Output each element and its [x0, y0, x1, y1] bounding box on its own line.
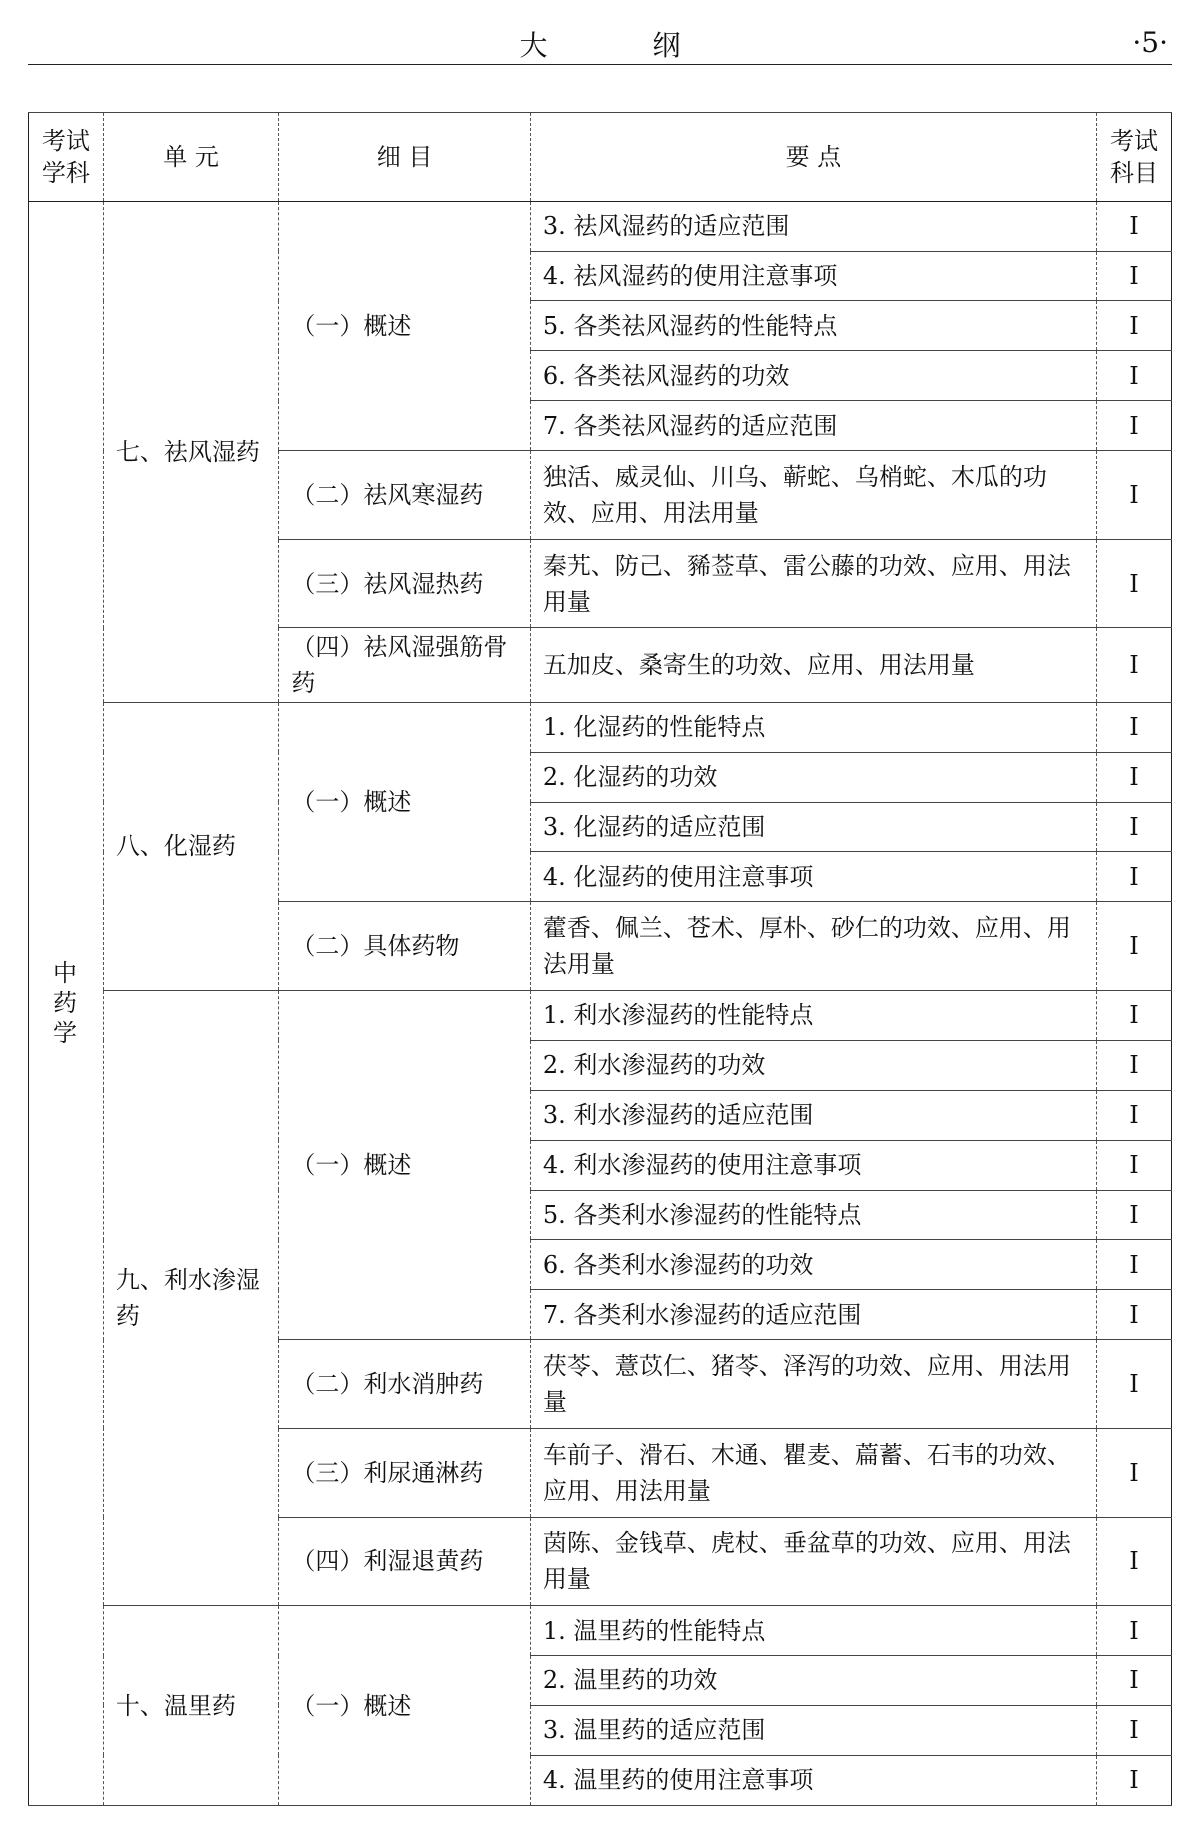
- unit-cell: 八、化湿药: [103, 702, 278, 990]
- point-cell: 5. 各类利水渗湿药的性能特点: [530, 1190, 1096, 1240]
- column-header-unit: 单 元: [103, 113, 278, 202]
- point-cell: 五加皮、桑寄生的功效、应用、用法用量: [530, 628, 1096, 702]
- item-cell: （一）概述: [279, 990, 531, 1339]
- point-cell: 茯苓、薏苡仁、猪苓、泽泻的功效、应用、用法用量: [530, 1340, 1096, 1429]
- column-header-level: 考试科目: [1097, 113, 1172, 202]
- column-header-item: 细 目: [279, 113, 531, 202]
- point-cell: 1. 化湿药的性能特点: [530, 702, 1096, 752]
- point-cell: 2. 利水渗湿药的功效: [530, 1040, 1096, 1090]
- level-cell: Ⅰ: [1097, 1428, 1172, 1517]
- subject-label: 中药学: [52, 959, 79, 1048]
- table-row: [29, 201, 1172, 251]
- item-cell: （四）祛风湿强筋骨药: [279, 628, 531, 702]
- unit-cell: 七、祛风湿药: [103, 201, 278, 702]
- point-cell: 5. 各类祛风湿药的性能特点: [530, 301, 1096, 351]
- level-cell: Ⅰ: [1097, 628, 1172, 702]
- point-cell: 4. 祛风湿药的使用注意事项: [530, 251, 1096, 301]
- column-header-subject: 考试学科: [29, 113, 104, 202]
- item-cell: （二）利水消肿药: [279, 1340, 531, 1429]
- table-header-row: [29, 113, 1172, 202]
- level-cell: Ⅰ: [1097, 1290, 1172, 1340]
- level-cell: Ⅰ: [1097, 990, 1172, 1040]
- point-cell: 独活、威灵仙、川乌、蕲蛇、乌梢蛇、木瓜的功效、应用、用法用量: [530, 451, 1096, 540]
- level-cell: Ⅰ: [1097, 1090, 1172, 1140]
- item-cell: （三）祛风湿热药: [279, 539, 531, 628]
- level-cell: Ⅰ: [1097, 1340, 1172, 1429]
- level-cell: Ⅰ: [1097, 201, 1172, 251]
- level-cell: Ⅰ: [1097, 1656, 1172, 1706]
- point-cell: 6. 各类利水渗湿药的功效: [530, 1240, 1096, 1290]
- item-cell: （四）利湿退黄药: [279, 1517, 531, 1606]
- level-cell: Ⅰ: [1097, 752, 1172, 802]
- level-cell: Ⅰ: [1097, 1190, 1172, 1240]
- level-cell: Ⅰ: [1097, 539, 1172, 628]
- column-header-point: 要 点: [530, 113, 1096, 202]
- item-cell: （二）祛风寒湿药: [279, 451, 531, 540]
- level-cell: Ⅰ: [1097, 852, 1172, 902]
- level-cell: Ⅰ: [1097, 1705, 1172, 1755]
- point-cell: 7. 各类祛风湿药的适应范围: [530, 401, 1096, 451]
- point-cell: 3. 利水渗湿药的适应范围: [530, 1090, 1096, 1140]
- item-cell: （一）概述: [279, 201, 531, 451]
- subject-cell: [29, 201, 104, 1805]
- point-cell: 2. 温里药的功效: [530, 1656, 1096, 1706]
- point-cell: 藿香、佩兰、苍术、厚朴、砂仁的功效、应用、用法用量: [530, 902, 1096, 991]
- point-cell: 秦艽、防己、豨莶草、雷公藤的功效、应用、用法用量: [530, 539, 1096, 628]
- item-cell: （二）具体药物: [279, 902, 531, 991]
- point-cell: 1. 温里药的性能特点: [530, 1606, 1096, 1656]
- level-cell: Ⅰ: [1097, 1140, 1172, 1190]
- unit-cell: 十、温里药: [103, 1606, 278, 1806]
- level-cell: Ⅰ: [1097, 251, 1172, 301]
- table-row: [29, 702, 1172, 752]
- item-cell: （一）概述: [279, 1606, 531, 1806]
- level-cell: Ⅰ: [1097, 802, 1172, 852]
- point-cell: 1. 利水渗湿药的性能特点: [530, 990, 1096, 1040]
- point-cell: 6. 各类祛风湿药的功效: [530, 351, 1096, 401]
- point-cell: 4. 温里药的使用注意事项: [530, 1755, 1096, 1805]
- point-cell: 4. 化湿药的使用注意事项: [530, 852, 1096, 902]
- table-row: [29, 1606, 1172, 1656]
- item-cell: （三）利尿通淋药: [279, 1428, 531, 1517]
- item-cell: （一）概述: [279, 702, 531, 902]
- level-cell: Ⅰ: [1097, 702, 1172, 752]
- page-number: ·5·: [1132, 26, 1168, 59]
- point-cell: 3. 祛风湿药的适应范围: [530, 201, 1096, 251]
- level-cell: Ⅰ: [1097, 401, 1172, 451]
- level-cell: Ⅰ: [1097, 301, 1172, 351]
- point-cell: 3. 温里药的适应范围: [530, 1705, 1096, 1755]
- point-cell: 3. 化湿药的适应范围: [530, 802, 1096, 852]
- unit-cell: 九、利水渗湿药: [103, 990, 278, 1605]
- level-cell: Ⅰ: [1097, 451, 1172, 540]
- level-cell: Ⅰ: [1097, 902, 1172, 991]
- point-cell: 4. 利水渗湿药的使用注意事项: [530, 1140, 1096, 1190]
- level-cell: Ⅰ: [1097, 1040, 1172, 1090]
- page-header: [28, 20, 1172, 65]
- level-cell: Ⅰ: [1097, 351, 1172, 401]
- table-row: [29, 990, 1172, 1040]
- level-cell: Ⅰ: [1097, 1606, 1172, 1656]
- page-title: 大 纲: [519, 29, 729, 62]
- point-cell: 车前子、滑石、木通、瞿麦、萹蓄、石韦的功效、应用、用法用量: [530, 1428, 1096, 1517]
- level-cell: Ⅰ: [1097, 1517, 1172, 1606]
- point-cell: 2. 化湿药的功效: [530, 752, 1096, 802]
- level-cell: Ⅰ: [1097, 1240, 1172, 1290]
- level-cell: Ⅰ: [1097, 1755, 1172, 1805]
- point-cell: 茵陈、金钱草、虎杖、垂盆草的功效、应用、用法用量: [530, 1517, 1096, 1606]
- point-cell: 7. 各类利水渗湿药的适应范围: [530, 1290, 1096, 1340]
- syllabus-table: [28, 112, 1172, 1806]
